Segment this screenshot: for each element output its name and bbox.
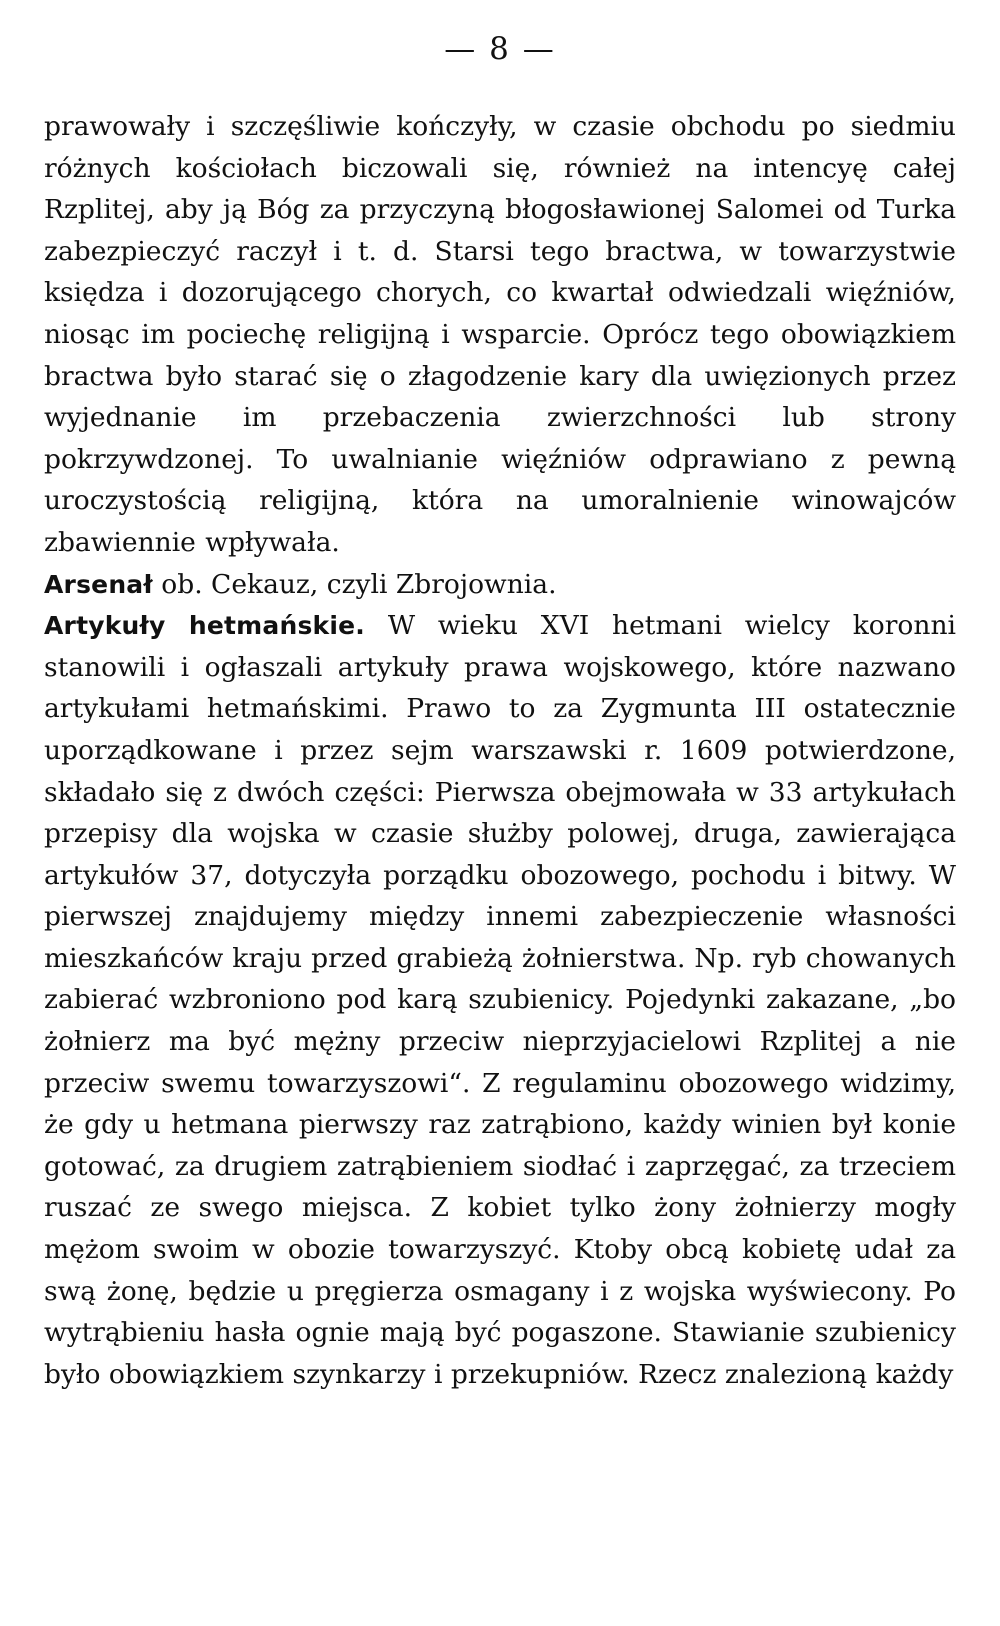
entry-artykuly-hetmanskie-text: W wieku XVI hetmani wielcy koronni stanowili i ogłaszali artykuły prawa wojskowego, które nazwano artykułami hetmańskimi. Prawo to za Zygmunta III ostatecznie uporządkowane i przez sejm warszawski r. 1609 potwierdzone, składało się z dwóch części: Pierwsza obejmowała w 33 artykułach przepisy dla wojska w czasie służby polowej, druga, zawierająca artykułów 37, dotyczyła porządku obozowego, pochodu i bitwy. W pierwszej znajdujemy między innemi zabezpieczenie własności mieszkańców kraju przed grabieżą żołnierstwa. Np. ryb chowanych zabierać wzbroniono pod karą szubienicy. Pojedynki zakazane, „bo żołnierz ma być mężny przeciw nieprzyjacielowi Rzplitej a nie przeciw swemu towarzyszowi“. Z regulaminu obozowego widzimy, że gdy u hetmana pierwszy raz zatrąbiono, każdy winien był konie gotować, za drugiem zatrąbieniem siodłać i zaprzęgać, za trzeciem ruszać ze swego miejsca. Z kobiet tylko żony żołnierzy mogły mężom swoim w obozie towarzyszyć. Ktoby obcą kobietę udał za swą żonę, będzie u pręgierza osmagany i z wojska wyświecony. Po wytrąbieniu hasła ognie mają być pogaszone. Stawianie szubienicy było obowiązkiem szynkarzy i przekupniów. Rzecz znalezioną każdy — [44, 610, 956, 1390]
headword-arsenal: Arsenał — [44, 569, 153, 599]
headword-artykuly-hetmanskie: Artykuły hetmańskie. — [44, 611, 365, 641]
page — [44, 20, 956, 1395]
paragraph-continuation: prawowały i szczęśliwie kończyły, w czasie obchodu po siedmiu różnych kościołach biczowali się, również na intencyę całej Rzplitej, aby ją Bóg za przyczyną błogosławionej Salomei od Turka zabezpieczyć raczył i t. d. Starsi tego bractwa, w towarzystwie księdza i dozorującego chorych, co kwartał odwiedzali więźniów, niosąc im pociechę religijną i wsparcie. Oprócz tego obowiązkiem bractwa było starać się o złagodzenie kary dla uwięzionych przez wyjednanie im przebaczenia zwierzchności lub strony pokrzywdzonej. To uwalnianie więźniów odprawiano z pewną uroczystością religijną, która na umoralnienie winowajców zbawiennie wpływała. — [44, 111, 956, 558]
entry-artykuly-hetmanskie — [44, 605, 956, 1395]
page-number: — 8 — — [444, 31, 556, 67]
entry-arsenal — [44, 564, 956, 606]
entry-arsenal-text: ob. Cekauz, czyli Zbrojownia. — [152, 568, 557, 600]
